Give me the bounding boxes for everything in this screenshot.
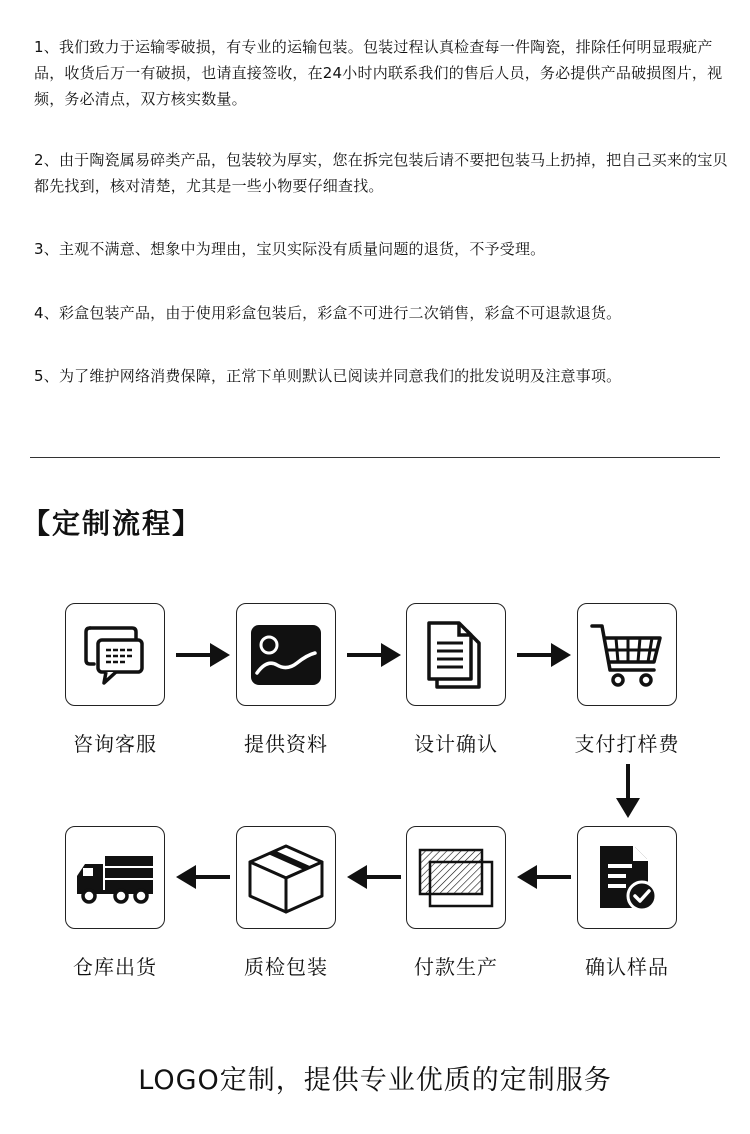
footer-slogan: LOGO定制，提供专业优质的定制服务 <box>138 1065 612 1096</box>
step-confirm-sample <box>577 826 677 929</box>
arrow-right-icon <box>517 640 571 670</box>
step-label-confirm-sample: 确认样品 <box>585 955 669 979</box>
process-title: 【定制流程】 <box>22 507 203 540</box>
notice-3: 3、主观不满意、想象中为理由，宝贝实际没有质量问题的退货，不予受理。 <box>34 240 546 258</box>
notice-2: 2、由于陶瓷属易碎类产品，包装较为厚实，您在拆完包装后请不要把包装马上扔掉，把自己买来的宝贝都先找到，核对清楚，尤其是一些小物要仔细查找。 <box>34 151 728 195</box>
step-materials <box>236 603 336 706</box>
notice-5: 5、为了维护网络消费保障，正常下单则默认已阅读并同意我们的批发说明及注意事项。 <box>34 367 622 385</box>
arrow-down-icon <box>613 764 643 818</box>
hatched-layers-icon <box>416 846 496 910</box>
box-icon <box>246 840 326 916</box>
step-shipping <box>65 826 165 929</box>
arrow-right-icon <box>176 640 230 670</box>
arrow-left-icon <box>176 862 230 892</box>
notice-1: 1、我们致力于运输零破损，有专业的运输包装。包装过程认真检查每一件陶瓷，排除任何明显瑕疵产品，收货后万一有破损，也请直接签收，在24小时内联系我们的售后人员，务必提供产品破损图片，视频，务必清点，双方核实数量。 <box>34 38 723 108</box>
cart-icon <box>590 620 664 690</box>
image-icon <box>249 623 323 687</box>
arrow-left-icon <box>517 862 571 892</box>
arrow-left-icon <box>347 862 401 892</box>
step-label-shipping: 仓库出货 <box>73 955 157 979</box>
step-label-production: 付款生产 <box>414 955 498 979</box>
step-consult <box>65 603 165 706</box>
step-label-materials: 提供资料 <box>244 732 328 756</box>
step-design <box>406 603 506 706</box>
chat-icon <box>80 620 150 690</box>
step-inspection <box>236 826 336 929</box>
step-label-inspection: 质检包装 <box>244 955 328 979</box>
truck-icon <box>75 852 155 904</box>
step-sample-fee <box>577 603 677 706</box>
step-label-design: 设计确认 <box>414 732 498 756</box>
step-label-consult: 咨询客服 <box>73 732 157 756</box>
arrow-right-icon <box>347 640 401 670</box>
step-label-sample-fee: 支付打样费 <box>574 732 680 756</box>
document-icon <box>423 619 489 691</box>
notice-4: 4、彩盒包装产品，由于使用彩盒包装后，彩盒不可进行二次销售，彩盒不可退款退货。 <box>34 304 622 322</box>
checked-document-icon <box>594 842 660 914</box>
section-divider <box>30 457 720 458</box>
step-production <box>406 826 506 929</box>
